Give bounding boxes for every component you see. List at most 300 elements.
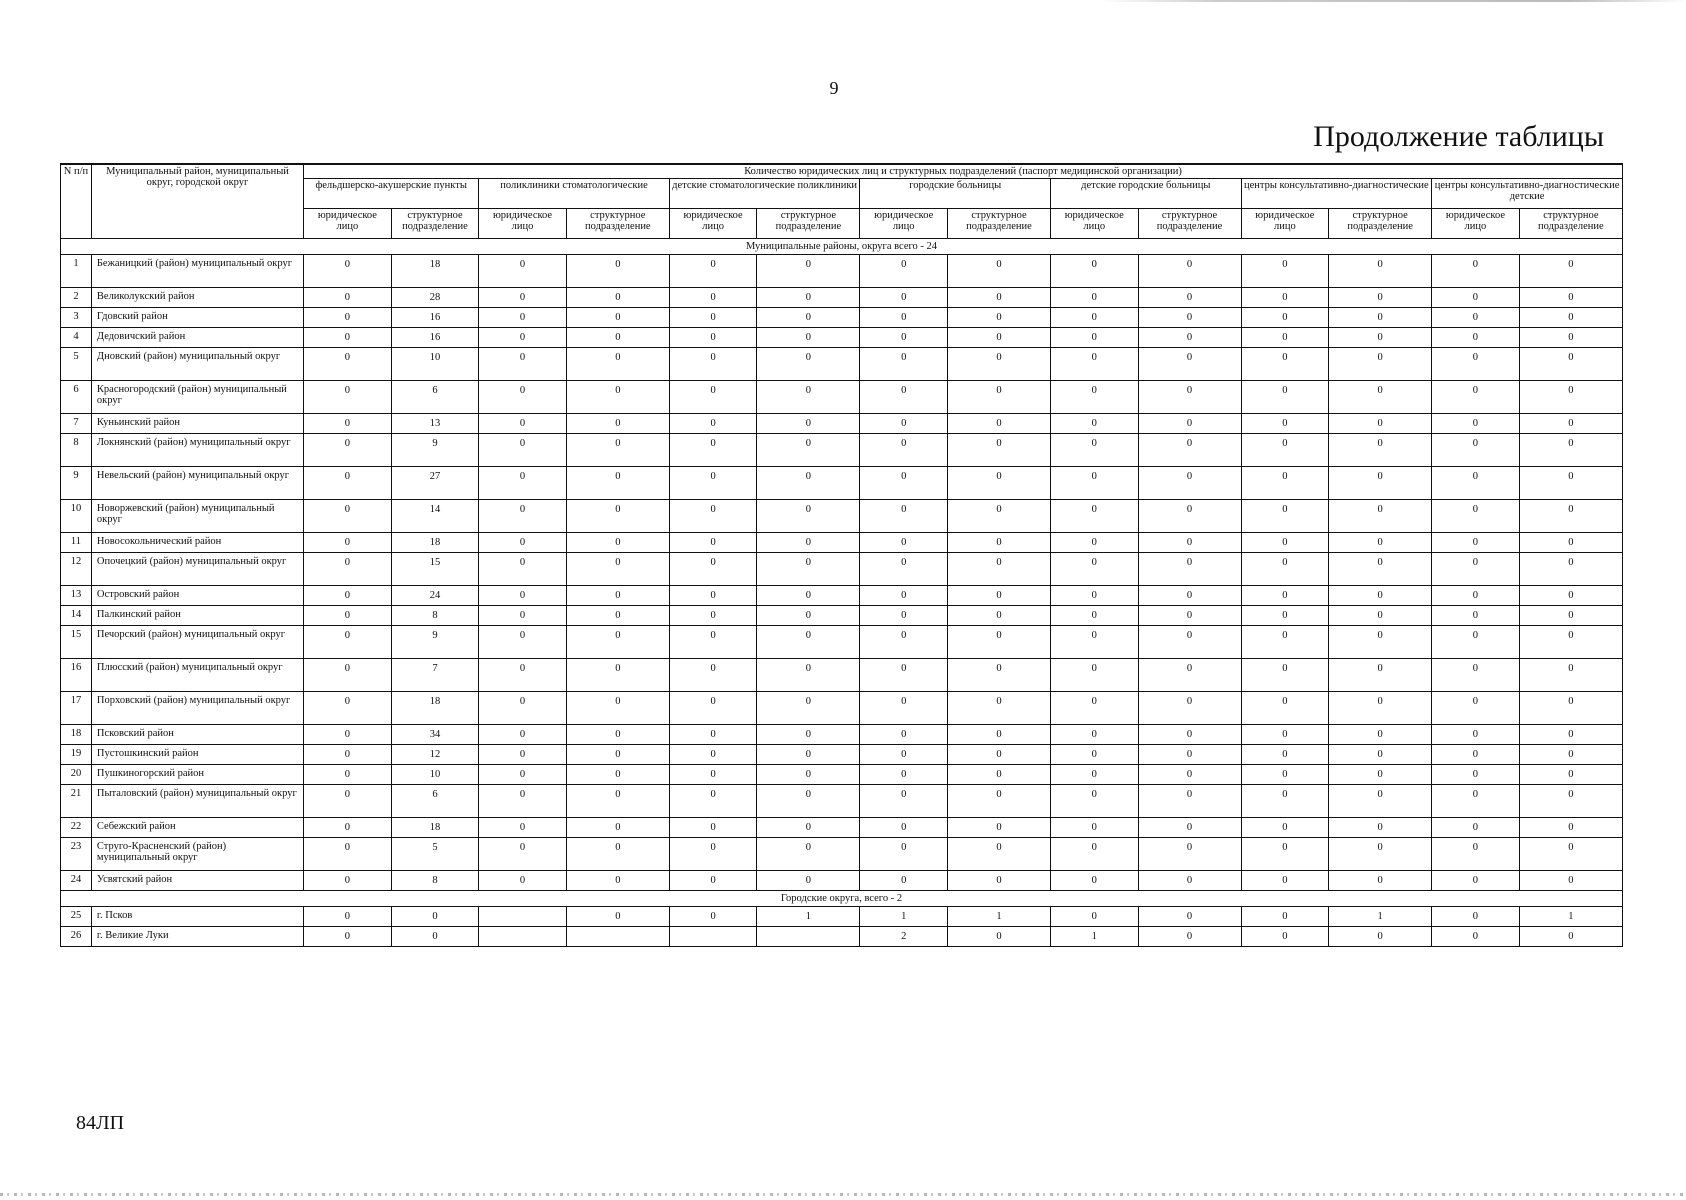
cell-structural-unit: 0 bbox=[947, 328, 1050, 348]
cell-legal-entity: 0 bbox=[1050, 500, 1138, 533]
cell-structural-unit: 0 bbox=[1329, 381, 1432, 414]
subheader-struct: структурное подразделение bbox=[566, 209, 669, 239]
cell-legal-entity: 0 bbox=[479, 626, 567, 659]
cell-structural-unit: 18 bbox=[391, 692, 479, 725]
cell-structural-unit: 0 bbox=[1138, 414, 1241, 434]
table-row bbox=[61, 381, 1623, 414]
cell-structural-unit: 7 bbox=[391, 659, 479, 692]
cell-legal-entity: 0 bbox=[304, 500, 392, 533]
cell-legal-entity: 0 bbox=[1050, 818, 1138, 838]
cell-structural-unit: 0 bbox=[1519, 553, 1622, 586]
cell-structural-unit: 0 bbox=[391, 927, 479, 947]
cell-structural-unit: 0 bbox=[1329, 785, 1432, 818]
cell-structural-unit: 0 bbox=[757, 626, 860, 659]
municipality-name: Плюсский (район) муниципальный округ bbox=[91, 659, 303, 692]
cell-legal-entity: 0 bbox=[479, 533, 567, 553]
cell-legal-entity: 0 bbox=[860, 586, 948, 606]
subheader-legal: юридическое лицо bbox=[1050, 209, 1138, 239]
cell-legal-entity: 0 bbox=[1241, 765, 1329, 785]
subheader-legal: юридическое лицо bbox=[1432, 209, 1520, 239]
cell-legal-entity: 0 bbox=[1241, 586, 1329, 606]
cell-structural-unit: 0 bbox=[1138, 586, 1241, 606]
cell-structural-unit: 0 bbox=[947, 586, 1050, 606]
cell-structural-unit: 0 bbox=[566, 765, 669, 785]
cell-structural-unit: 0 bbox=[947, 765, 1050, 785]
cell-legal-entity: 0 bbox=[1050, 907, 1138, 927]
cell-legal-entity: 0 bbox=[1050, 586, 1138, 606]
cell-legal-entity: 0 bbox=[1050, 308, 1138, 328]
cell-structural-unit: 0 bbox=[1329, 553, 1432, 586]
cell-legal-entity: 0 bbox=[304, 818, 392, 838]
cell-legal-entity: 0 bbox=[1432, 348, 1520, 381]
cell-legal-entity: 0 bbox=[669, 818, 757, 838]
cell-structural-unit: 0 bbox=[1519, 586, 1622, 606]
cell-structural-unit: 0 bbox=[1519, 659, 1622, 692]
cell-legal-entity: 0 bbox=[1432, 467, 1520, 500]
table-row bbox=[61, 818, 1623, 838]
table-row bbox=[61, 308, 1623, 328]
row-number: 4 bbox=[61, 328, 92, 348]
cell-structural-unit: 0 bbox=[1138, 626, 1241, 659]
cell-legal-entity: 0 bbox=[1241, 328, 1329, 348]
cell-structural-unit: 0 bbox=[1138, 606, 1241, 626]
cell-legal-entity: 0 bbox=[304, 467, 392, 500]
cell-legal-entity: 0 bbox=[1241, 381, 1329, 414]
cell-structural-unit: 12 bbox=[391, 745, 479, 765]
cell-structural-unit: 0 bbox=[1138, 659, 1241, 692]
cell-structural-unit: 9 bbox=[391, 626, 479, 659]
cell-legal-entity: 0 bbox=[1050, 328, 1138, 348]
cell-legal-entity: 0 bbox=[860, 838, 948, 871]
cell-structural-unit: 0 bbox=[1519, 692, 1622, 725]
cell-legal-entity: 0 bbox=[304, 381, 392, 414]
cell-legal-entity: 0 bbox=[669, 288, 757, 308]
cell-structural-unit: 0 bbox=[757, 725, 860, 745]
table-row bbox=[61, 434, 1623, 467]
cell-legal-entity: 0 bbox=[1241, 348, 1329, 381]
cell-structural-unit: 6 bbox=[391, 381, 479, 414]
cell-legal-entity: 0 bbox=[669, 745, 757, 765]
cell-structural-unit: 0 bbox=[1138, 927, 1241, 947]
cell-structural-unit: 0 bbox=[566, 381, 669, 414]
cell-legal-entity: 0 bbox=[304, 838, 392, 871]
cell-structural-unit: 16 bbox=[391, 328, 479, 348]
cell-legal-entity: 0 bbox=[304, 606, 392, 626]
cell-structural-unit: 1 bbox=[757, 907, 860, 927]
cell-legal-entity: 0 bbox=[479, 838, 567, 871]
row-number: 8 bbox=[61, 434, 92, 467]
table-row bbox=[61, 659, 1623, 692]
cell-structural-unit: 0 bbox=[757, 381, 860, 414]
cell-structural-unit: 0 bbox=[1519, 381, 1622, 414]
cell-legal-entity: 0 bbox=[1432, 692, 1520, 725]
cell-structural-unit: 0 bbox=[1329, 348, 1432, 381]
cell-legal-entity: 0 bbox=[479, 500, 567, 533]
table-row bbox=[61, 414, 1623, 434]
cell-legal-entity: 0 bbox=[669, 838, 757, 871]
cell-structural-unit: 0 bbox=[1519, 606, 1622, 626]
cell-legal-entity: 0 bbox=[479, 586, 567, 606]
table-row bbox=[61, 692, 1623, 725]
cell-legal-entity: 0 bbox=[1050, 838, 1138, 871]
cell-legal-entity bbox=[479, 927, 567, 947]
cell-legal-entity: 0 bbox=[1050, 553, 1138, 586]
cell-structural-unit: 10 bbox=[391, 765, 479, 785]
municipality-name: Новоржевский (район) муниципальный округ bbox=[91, 500, 303, 533]
cell-structural-unit: 0 bbox=[1519, 328, 1622, 348]
cell-structural-unit: 0 bbox=[1519, 725, 1622, 745]
cell-structural-unit: 0 bbox=[566, 785, 669, 818]
cell-legal-entity: 0 bbox=[304, 659, 392, 692]
cell-legal-entity: 0 bbox=[1432, 500, 1520, 533]
cell-structural-unit: 0 bbox=[1138, 533, 1241, 553]
cell-legal-entity: 0 bbox=[479, 785, 567, 818]
subheader-legal: юридическое лицо bbox=[860, 209, 948, 239]
municipality-name: Печорский (район) муниципальный округ bbox=[91, 626, 303, 659]
cell-structural-unit: 0 bbox=[566, 659, 669, 692]
municipality-name: Бежаницкий (район) муниципальный округ bbox=[91, 255, 303, 288]
cell-structural-unit: 16 bbox=[391, 308, 479, 328]
cell-legal-entity: 0 bbox=[860, 818, 948, 838]
table-row bbox=[61, 288, 1623, 308]
cell-structural-unit: 0 bbox=[566, 692, 669, 725]
cell-structural-unit: 0 bbox=[1329, 308, 1432, 328]
cell-legal-entity: 1 bbox=[860, 907, 948, 927]
cell-legal-entity: 0 bbox=[1050, 348, 1138, 381]
cell-structural-unit: 0 bbox=[1329, 745, 1432, 765]
cell-legal-entity: 0 bbox=[304, 553, 392, 586]
municipality-name: Пыталовский (район) муниципальный округ bbox=[91, 785, 303, 818]
row-number: 16 bbox=[61, 659, 92, 692]
row-number: 19 bbox=[61, 745, 92, 765]
cell-structural-unit: 13 bbox=[391, 414, 479, 434]
cell-structural-unit bbox=[757, 927, 860, 947]
cell-legal-entity: 0 bbox=[1241, 467, 1329, 500]
municipality-name: Пустошкинский район bbox=[91, 745, 303, 765]
cell-legal-entity: 0 bbox=[479, 255, 567, 288]
cell-legal-entity: 0 bbox=[1432, 586, 1520, 606]
cell-structural-unit: 0 bbox=[1329, 288, 1432, 308]
cell-legal-entity: 0 bbox=[1241, 533, 1329, 553]
cell-legal-entity: 0 bbox=[1050, 659, 1138, 692]
subheader-struct: структурное подразделение bbox=[1138, 209, 1241, 239]
cell-structural-unit: 0 bbox=[1329, 927, 1432, 947]
municipality-name: Новосокольнический район bbox=[91, 533, 303, 553]
section-row bbox=[61, 239, 1623, 255]
cell-legal-entity: 0 bbox=[860, 308, 948, 328]
cell-structural-unit: 0 bbox=[1138, 467, 1241, 500]
cell-legal-entity: 0 bbox=[669, 500, 757, 533]
cell-structural-unit: 8 bbox=[391, 871, 479, 891]
cell-structural-unit: 0 bbox=[566, 553, 669, 586]
cell-structural-unit: 0 bbox=[566, 586, 669, 606]
row-number: 3 bbox=[61, 308, 92, 328]
cell-structural-unit: 0 bbox=[947, 414, 1050, 434]
cell-legal-entity: 0 bbox=[860, 626, 948, 659]
cell-structural-unit: 0 bbox=[566, 745, 669, 765]
cell-structural-unit: 18 bbox=[391, 818, 479, 838]
row-number: 18 bbox=[61, 725, 92, 745]
cell-structural-unit: 0 bbox=[757, 328, 860, 348]
cell-structural-unit: 0 bbox=[1138, 818, 1241, 838]
subheader-struct: структурное подразделение bbox=[947, 209, 1050, 239]
cell-structural-unit: 0 bbox=[566, 626, 669, 659]
municipality-name: Порховский (район) муниципальный округ bbox=[91, 692, 303, 725]
cell-structural-unit: 0 bbox=[1138, 553, 1241, 586]
header-group: детские городские больницы bbox=[1050, 179, 1241, 209]
cell-structural-unit: 0 bbox=[566, 255, 669, 288]
cell-legal-entity: 0 bbox=[304, 414, 392, 434]
cell-structural-unit: 0 bbox=[947, 308, 1050, 328]
table-row bbox=[61, 606, 1623, 626]
cell-legal-entity: 0 bbox=[1050, 467, 1138, 500]
cell-structural-unit: 0 bbox=[947, 838, 1050, 871]
cell-legal-entity: 0 bbox=[669, 434, 757, 467]
row-number: 17 bbox=[61, 692, 92, 725]
cell-structural-unit: 0 bbox=[391, 907, 479, 927]
page-title: Продолжение таблицы bbox=[1313, 120, 1604, 153]
section-row bbox=[61, 891, 1623, 907]
cell-legal-entity: 0 bbox=[1241, 725, 1329, 745]
cell-legal-entity: 0 bbox=[304, 626, 392, 659]
table-row bbox=[61, 785, 1623, 818]
municipality-name: Палкинский район bbox=[91, 606, 303, 626]
cell-structural-unit: 0 bbox=[1329, 467, 1432, 500]
cell-structural-unit: 0 bbox=[757, 414, 860, 434]
cell-structural-unit: 0 bbox=[1138, 725, 1241, 745]
cell-legal-entity: 0 bbox=[860, 606, 948, 626]
cell-legal-entity: 0 bbox=[304, 871, 392, 891]
cell-legal-entity: 0 bbox=[669, 871, 757, 891]
cell-legal-entity: 0 bbox=[1432, 626, 1520, 659]
cell-legal-entity: 0 bbox=[304, 765, 392, 785]
cell-legal-entity: 0 bbox=[860, 765, 948, 785]
cell-legal-entity: 0 bbox=[479, 414, 567, 434]
cell-structural-unit: 0 bbox=[1519, 818, 1622, 838]
cell-structural-unit: 0 bbox=[1519, 533, 1622, 553]
cell-legal-entity: 0 bbox=[860, 785, 948, 818]
row-number: 12 bbox=[61, 553, 92, 586]
subheader-struct: структурное подразделение bbox=[1329, 209, 1432, 239]
row-number: 20 bbox=[61, 765, 92, 785]
cell-structural-unit: 0 bbox=[566, 328, 669, 348]
cell-structural-unit: 0 bbox=[757, 255, 860, 288]
cell-structural-unit: 9 bbox=[391, 434, 479, 467]
cell-structural-unit: 0 bbox=[1329, 818, 1432, 838]
cell-legal-entity: 0 bbox=[1432, 745, 1520, 765]
cell-legal-entity: 0 bbox=[1432, 659, 1520, 692]
cell-legal-entity: 0 bbox=[860, 381, 948, 414]
cell-legal-entity: 0 bbox=[669, 381, 757, 414]
cell-legal-entity: 0 bbox=[1050, 692, 1138, 725]
cell-structural-unit: 0 bbox=[1329, 765, 1432, 785]
cell-legal-entity: 0 bbox=[1050, 626, 1138, 659]
cell-structural-unit: 0 bbox=[566, 414, 669, 434]
cell-legal-entity: 0 bbox=[479, 818, 567, 838]
table-row bbox=[61, 348, 1623, 381]
cell-legal-entity: 0 bbox=[860, 434, 948, 467]
cell-legal-entity: 0 bbox=[1432, 765, 1520, 785]
scan-edge-top bbox=[1100, 0, 1686, 2]
cell-structural-unit: 0 bbox=[947, 533, 1050, 553]
cell-structural-unit: 0 bbox=[947, 818, 1050, 838]
section-title: Муниципальные районы, округа всего - 24 bbox=[61, 239, 1623, 255]
cell-legal-entity: 0 bbox=[304, 785, 392, 818]
cell-legal-entity: 0 bbox=[860, 692, 948, 725]
subheader-struct: структурное подразделение bbox=[391, 209, 479, 239]
cell-structural-unit: 0 bbox=[1138, 907, 1241, 927]
cell-structural-unit: 0 bbox=[566, 838, 669, 871]
table-row bbox=[61, 907, 1623, 927]
header-group: поликлиники стоматологические bbox=[479, 179, 670, 209]
cell-legal-entity: 0 bbox=[479, 434, 567, 467]
cell-legal-entity: 0 bbox=[860, 553, 948, 586]
table-row bbox=[61, 467, 1623, 500]
cell-legal-entity: 0 bbox=[1050, 745, 1138, 765]
data-table bbox=[60, 163, 1623, 947]
cell-legal-entity: 0 bbox=[860, 533, 948, 553]
cell-legal-entity: 0 bbox=[1241, 414, 1329, 434]
municipality-name: Опочецкий (район) муниципальный округ bbox=[91, 553, 303, 586]
municipality-name: Струго-Красненский (район) муниципальный округ bbox=[91, 838, 303, 871]
cell-legal-entity: 0 bbox=[669, 308, 757, 328]
cell-legal-entity: 0 bbox=[1432, 328, 1520, 348]
cell-legal-entity: 0 bbox=[304, 288, 392, 308]
row-number: 22 bbox=[61, 818, 92, 838]
cell-structural-unit: 8 bbox=[391, 606, 479, 626]
table-row bbox=[61, 500, 1623, 533]
cell-structural-unit: 0 bbox=[1329, 725, 1432, 745]
cell-structural-unit: 0 bbox=[1138, 308, 1241, 328]
cell-structural-unit: 0 bbox=[947, 606, 1050, 626]
cell-structural-unit: 10 bbox=[391, 348, 479, 381]
cell-structural-unit: 0 bbox=[1329, 626, 1432, 659]
cell-structural-unit: 0 bbox=[1329, 414, 1432, 434]
cell-legal-entity: 0 bbox=[1432, 288, 1520, 308]
cell-structural-unit: 0 bbox=[947, 467, 1050, 500]
cell-legal-entity: 0 bbox=[669, 626, 757, 659]
cell-structural-unit: 0 bbox=[1329, 255, 1432, 288]
subheader-legal: юридическое лицо bbox=[1241, 209, 1329, 239]
cell-legal-entity: 0 bbox=[479, 348, 567, 381]
row-number: 2 bbox=[61, 288, 92, 308]
cell-legal-entity: 0 bbox=[860, 871, 948, 891]
cell-legal-entity: 0 bbox=[860, 500, 948, 533]
cell-structural-unit: 0 bbox=[1138, 692, 1241, 725]
cell-structural-unit: 0 bbox=[947, 745, 1050, 765]
cell-structural-unit: 0 bbox=[1138, 348, 1241, 381]
table-row bbox=[61, 745, 1623, 765]
cell-structural-unit: 0 bbox=[757, 553, 860, 586]
cell-legal-entity: 0 bbox=[669, 725, 757, 745]
cell-legal-entity: 0 bbox=[304, 328, 392, 348]
cell-legal-entity: 0 bbox=[304, 725, 392, 745]
cell-structural-unit: 0 bbox=[566, 348, 669, 381]
cell-legal-entity: 0 bbox=[1432, 434, 1520, 467]
cell-legal-entity: 0 bbox=[304, 255, 392, 288]
cell-structural-unit: 0 bbox=[947, 927, 1050, 947]
cell-structural-unit: 0 bbox=[947, 255, 1050, 288]
header-group: центры консультативно-диагностические детские bbox=[1432, 179, 1623, 209]
cell-legal-entity: 0 bbox=[1432, 606, 1520, 626]
cell-structural-unit: 34 bbox=[391, 725, 479, 745]
cell-structural-unit: 0 bbox=[1138, 745, 1241, 765]
cell-structural-unit: 0 bbox=[947, 553, 1050, 586]
row-number: 7 bbox=[61, 414, 92, 434]
row-number: 9 bbox=[61, 467, 92, 500]
cell-structural-unit: 0 bbox=[947, 500, 1050, 533]
cell-legal-entity: 0 bbox=[1432, 255, 1520, 288]
cell-structural-unit: 0 bbox=[947, 626, 1050, 659]
cell-legal-entity: 0 bbox=[1432, 381, 1520, 414]
cell-structural-unit: 0 bbox=[1138, 381, 1241, 414]
header-num: N п/п bbox=[61, 164, 92, 239]
row-number: 23 bbox=[61, 838, 92, 871]
cell-legal-entity: 2 bbox=[860, 927, 948, 947]
cell-structural-unit: 0 bbox=[1138, 328, 1241, 348]
cell-structural-unit: 1 bbox=[947, 907, 1050, 927]
cell-legal-entity: 0 bbox=[1050, 765, 1138, 785]
cell-structural-unit: 0 bbox=[566, 533, 669, 553]
cell-structural-unit: 0 bbox=[1138, 765, 1241, 785]
subheader-legal: юридическое лицо bbox=[669, 209, 757, 239]
cell-legal-entity: 0 bbox=[479, 871, 567, 891]
cell-legal-entity: 0 bbox=[1241, 927, 1329, 947]
cell-structural-unit: 0 bbox=[1138, 288, 1241, 308]
municipality-name: Великолукский район bbox=[91, 288, 303, 308]
cell-legal-entity: 0 bbox=[860, 348, 948, 381]
cell-legal-entity: 0 bbox=[860, 725, 948, 745]
cell-legal-entity: 0 bbox=[1432, 533, 1520, 553]
cell-legal-entity: 0 bbox=[669, 467, 757, 500]
cell-structural-unit: 0 bbox=[757, 500, 860, 533]
cell-structural-unit: 0 bbox=[1519, 838, 1622, 871]
cell-structural-unit: 0 bbox=[1519, 765, 1622, 785]
subheader-legal: юридическое лицо bbox=[304, 209, 392, 239]
cell-structural-unit: 0 bbox=[1519, 255, 1622, 288]
cell-legal-entity: 0 bbox=[669, 553, 757, 586]
cell-structural-unit bbox=[566, 927, 669, 947]
table-row bbox=[61, 553, 1623, 586]
cell-legal-entity: 0 bbox=[860, 288, 948, 308]
cell-structural-unit: 0 bbox=[1329, 692, 1432, 725]
cell-structural-unit: 18 bbox=[391, 533, 479, 553]
cell-structural-unit: 0 bbox=[1138, 871, 1241, 891]
cell-structural-unit: 0 bbox=[757, 659, 860, 692]
cell-structural-unit: 0 bbox=[566, 288, 669, 308]
cell-legal-entity: 0 bbox=[304, 434, 392, 467]
row-number: 26 bbox=[61, 927, 92, 947]
cell-legal-entity: 0 bbox=[1432, 927, 1520, 947]
cell-legal-entity: 0 bbox=[860, 745, 948, 765]
row-number: 13 bbox=[61, 586, 92, 606]
cell-legal-entity: 0 bbox=[669, 328, 757, 348]
cell-structural-unit: 0 bbox=[566, 434, 669, 467]
table-row bbox=[61, 328, 1623, 348]
cell-structural-unit: 0 bbox=[757, 586, 860, 606]
cell-legal-entity: 0 bbox=[1241, 659, 1329, 692]
municipality-name: Невельский (район) муниципальный округ bbox=[91, 467, 303, 500]
cell-structural-unit: 0 bbox=[947, 785, 1050, 818]
cell-structural-unit: 0 bbox=[1329, 500, 1432, 533]
cell-structural-unit: 0 bbox=[1329, 871, 1432, 891]
cell-structural-unit: 0 bbox=[1519, 288, 1622, 308]
header-group: детские стоматологические поликлиники bbox=[669, 179, 860, 209]
cell-legal-entity: 0 bbox=[1241, 288, 1329, 308]
row-number: 11 bbox=[61, 533, 92, 553]
cell-legal-entity: 0 bbox=[1241, 871, 1329, 891]
cell-legal-entity: 0 bbox=[860, 414, 948, 434]
